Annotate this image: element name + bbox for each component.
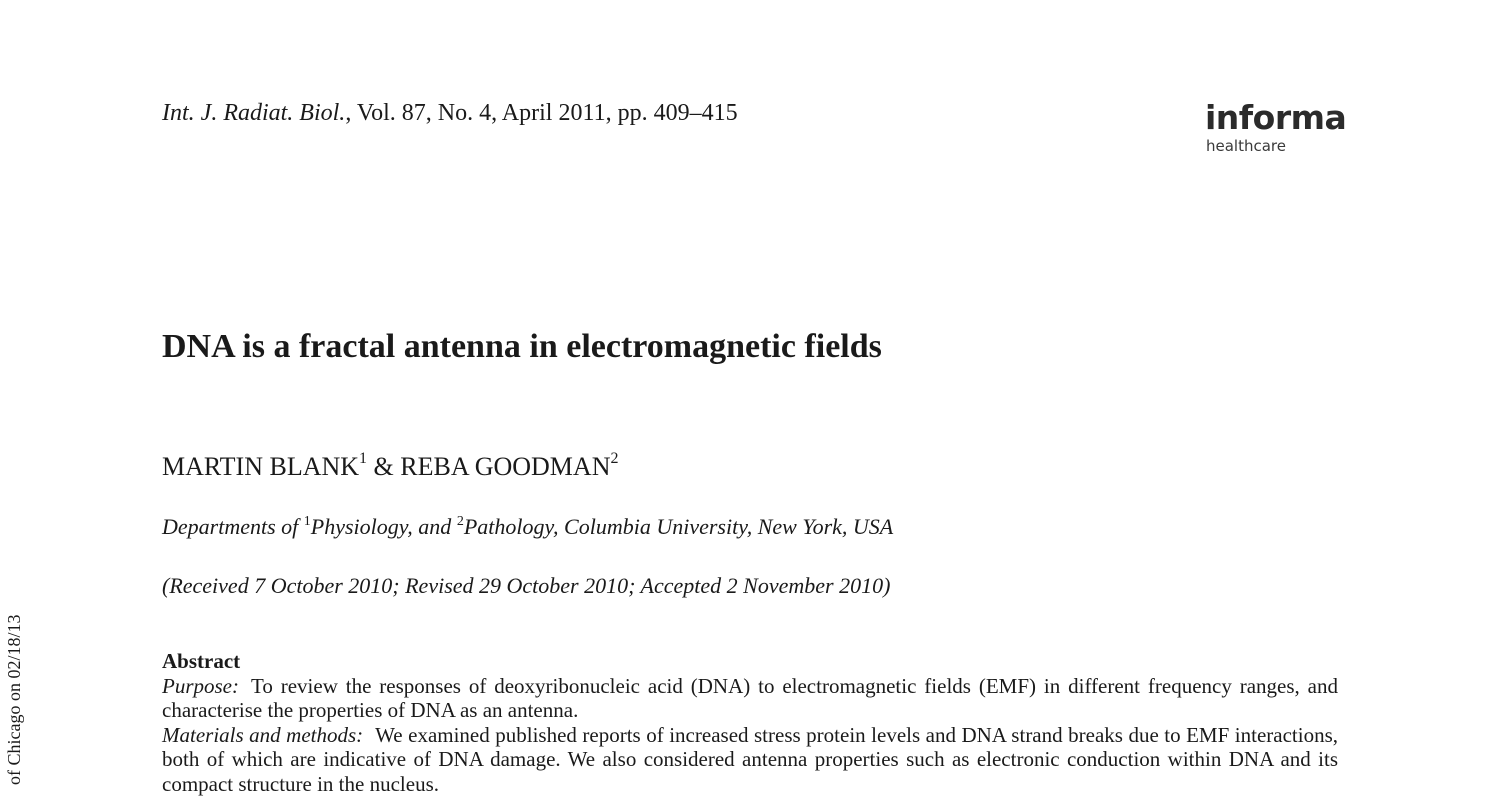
logo-subtitle: healthcare (1206, 138, 1345, 154)
affiliation-department: Physiology, and (311, 514, 457, 539)
logo-brand: informa (1205, 98, 1345, 138)
abstract-section (162, 674, 1338, 723)
author-name: MARTIN BLANK (162, 452, 359, 481)
abstract-heading: Abstract (162, 649, 1338, 674)
received-dates: (Received 7 October 2010; Revised 29 October 2010; Accepted 2 November 2010) (162, 573, 890, 599)
abstract (162, 649, 1338, 796)
abstract-section-text: We examined published reports of increased stress protein levels and DNA strand breaks due to EMF interactions, both of which are indicative of DNA damage. We also considered antenna properties such as electronic conduction within DNA and its compact structure in the nucleus. (162, 723, 1338, 796)
author-affiliations (162, 514, 893, 540)
abstract-section-label: Materials and methods: (162, 723, 363, 747)
journal-citation (162, 100, 738, 127)
affiliation-prefix: Departments of (162, 514, 304, 539)
download-stamp: of Chicago on 02/18/13 (4, 615, 25, 785)
author-affiliation-mark: 1 (359, 450, 367, 467)
author-separator: & (367, 452, 400, 481)
affiliation-mark: 1 (304, 514, 311, 529)
author-name: REBA GOODMAN (400, 452, 610, 481)
informa-healthcare-logo (1205, 98, 1345, 154)
author-affiliation-mark: 2 (610, 450, 618, 467)
abstract-section-text: To review the responses of deoxyribonucleic acid (DNA) to electromagnetic fields (EMF) in different frequency ranges, and characterise the properties of DNA as an antenna. (162, 674, 1338, 723)
affiliation-mark: 2 (457, 514, 464, 529)
abstract-section-label: Purpose: (162, 674, 239, 698)
journal-name: Int. J. Radiat. Biol. (162, 100, 345, 126)
article-title: DNA is a fractal antenna in electromagnetic fields (162, 328, 882, 366)
affiliation-department: Pathology, Columbia University, New York, USA (464, 514, 893, 539)
citation-details: , Vol. 87, No. 4, April 2011, pp. 409–415 (345, 100, 737, 126)
author-list (162, 452, 618, 482)
